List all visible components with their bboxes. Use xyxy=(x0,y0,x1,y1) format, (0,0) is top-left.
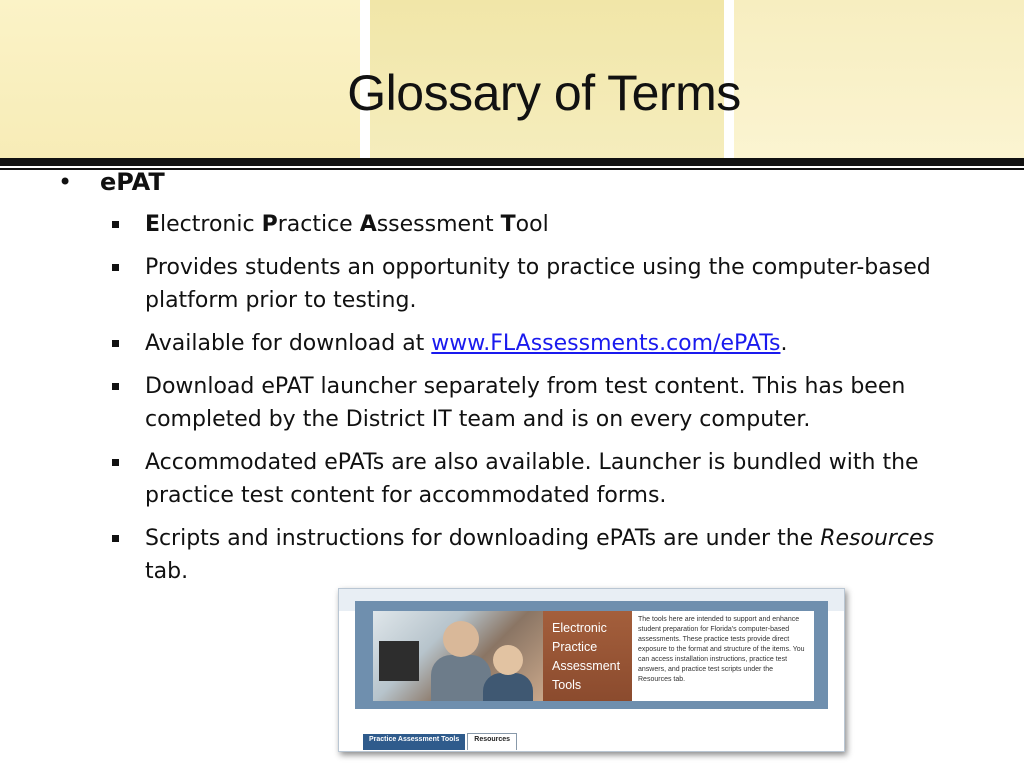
screenshot-tab-bar xyxy=(363,731,519,749)
child-head xyxy=(493,645,523,675)
acronym-word-practice: ractice xyxy=(277,212,360,237)
list-item-text: Download ePAT launcher separately from test content. This has been completed by the District IT team and is on every computer. xyxy=(145,374,906,432)
monitor-shape xyxy=(379,641,419,681)
banner-heading-line: Electronic xyxy=(552,621,607,635)
acronym-letter-t: T xyxy=(500,212,516,237)
banner-heading-box xyxy=(543,611,633,701)
resources-italic: Resources xyxy=(820,526,935,551)
banner-heading-line: Tools xyxy=(552,678,582,692)
list-item-text: Scripts and instructions for downloading ePATs are under the xyxy=(145,526,821,551)
list-item-accommodated xyxy=(112,446,982,512)
square-bullet-icon xyxy=(112,459,119,466)
tab-practice-assessment-tools[interactable]: Practice Assessment Tools xyxy=(363,734,465,750)
list-item-download xyxy=(112,370,982,436)
header-divider-thick xyxy=(0,158,1024,166)
list-item-text: Accommodated ePATs are also available. Launcher is bundled with the practice test content for accommodated forms. xyxy=(145,450,919,508)
square-bullet-icon xyxy=(112,264,119,271)
list-item-acronym xyxy=(112,208,982,241)
acronym-word-tool: ool xyxy=(515,212,549,237)
bullet-dot: • xyxy=(58,168,73,196)
tab-resources[interactable]: Resources xyxy=(467,733,517,750)
list-item-text: tab. xyxy=(145,559,189,584)
students-computer-photo xyxy=(373,611,543,701)
acronym-letter-e: E xyxy=(145,212,161,237)
sub-bullet-list xyxy=(112,208,982,598)
slide-header xyxy=(0,0,1024,158)
bullet-level1-label: ePAT xyxy=(100,168,165,196)
list-item-text: Available for download at xyxy=(145,331,432,356)
square-bullet-icon xyxy=(112,383,119,390)
banner-description: The tools here are intended to support and enhance student preparation for Florida's computer-based assessments. These practice tests provide direct exposure to the format and structure of the items. You can access installation instructions, practice test answers, and practice test scripts under the Resources tab. xyxy=(632,611,814,701)
square-bullet-icon xyxy=(112,535,119,542)
list-item-scripts xyxy=(112,522,982,588)
list-item-available xyxy=(112,327,982,360)
bullet-level1-epat xyxy=(58,168,165,196)
slide-title: Glossary of Terms xyxy=(347,65,741,121)
acronym-word-assessment: ssessment xyxy=(376,212,501,237)
list-item-text: Provides students an opportunity to practice using the computer-based platform prior to testing. xyxy=(145,255,931,313)
banner-heading-line: Assessment xyxy=(552,659,621,673)
epat-download-link[interactable]: www.FLAssessments.com/ePATs xyxy=(431,331,781,356)
epat-website-screenshot xyxy=(338,588,845,752)
banner-heading-line: Practice xyxy=(552,640,598,654)
acronym-letter-a: A xyxy=(359,212,377,237)
acronym-letter-p: P xyxy=(261,212,278,237)
acronym-word-electronic: lectronic xyxy=(160,212,262,237)
list-item-provides xyxy=(112,251,982,317)
adult-figure xyxy=(431,655,491,701)
square-bullet-icon xyxy=(112,221,119,228)
list-item-text: . xyxy=(780,331,788,356)
square-bullet-icon xyxy=(112,340,119,347)
adult-head xyxy=(443,621,479,657)
child-figure xyxy=(483,673,533,701)
